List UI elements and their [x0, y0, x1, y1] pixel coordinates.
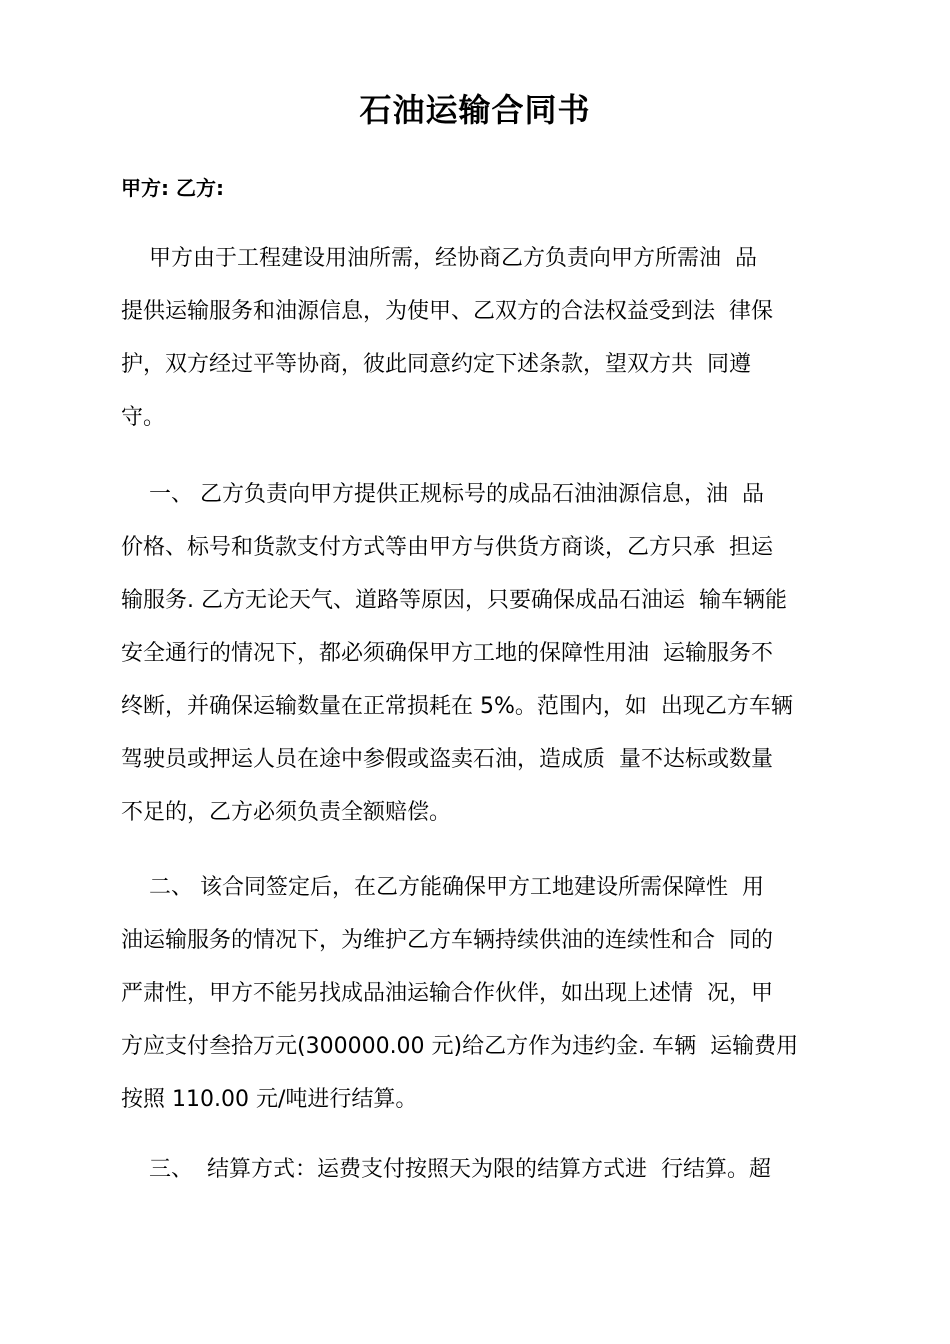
paragraph-line: 油运输服务的情况下，为维护乙方车辆持续供油的连续性和合 同的 — [121, 928, 773, 953]
paragraph-line: 驾驶员或押运人员在途中参假或盗卖石油，造成质 量不达标或数量 — [121, 747, 773, 772]
paragraph-clause-1 — [121, 468, 841, 839]
document-title: 石油运输合同书 — [359, 91, 591, 129]
paragraph-clause-2 — [121, 861, 841, 1126]
paragraph-line: 守。 — [121, 405, 166, 430]
paragraph-line: 安全通行的情况下，都必须确保甲方工地的保障性用油 运输服务不 — [121, 641, 773, 666]
paragraph-line: 终断，并确保运输数量在正常损耗在 5%。范围内，如 出现乙方车辆 — [121, 694, 793, 719]
parties-line: 甲方: 乙方: — [121, 176, 224, 200]
paragraph-line: 提供运输服务和油源信息，为使甲、乙双方的合法权益受到法 律保 — [121, 299, 773, 324]
paragraph-intro — [121, 232, 841, 444]
paragraph-clause-3 — [121, 1143, 841, 1196]
paragraph-line: 护，双方经过平等协商，彼此同意约定下述条款，望双方共 同遵 — [121, 352, 751, 377]
paragraph-line: 严肃性，甲方不能另找成品油运输合作伙伴，如出现上述情 况，甲 — [121, 981, 773, 1006]
paragraph-line: 甲方由于工程建设用油所需，经协商乙方负责向甲方所需油 品 — [121, 246, 757, 271]
paragraph-line: 按照 110.00 元/吨进行结算。 — [121, 1087, 418, 1112]
paragraph-line: 三、 结算方式：运费支付按照天为限的结算方式进 行结算。超 — [121, 1157, 771, 1182]
paragraph-line: 不足的，乙方必须负责全额赔偿。 — [121, 800, 452, 825]
paragraph-line: 价格、标号和货款支付方式等由甲方与供货方商谈，乙方只承 担运 — [121, 535, 773, 560]
paragraph-line: 输服务. 乙方无论天气、道路等原因，只要确保成品石油运 输车辆能 — [121, 588, 787, 613]
paragraph-line: 一、 乙方负责向甲方提供正规标号的成品石油油源信息，油 品 — [121, 482, 764, 507]
paragraph-line: 方应支付叁拾万元(300000.00 元)给乙方作为违约金. 车辆 运输费用 — [121, 1034, 799, 1059]
paragraph-line: 二、 该合同签定后，在乙方能确保甲方工地建设所需保障性 用 — [121, 875, 764, 900]
